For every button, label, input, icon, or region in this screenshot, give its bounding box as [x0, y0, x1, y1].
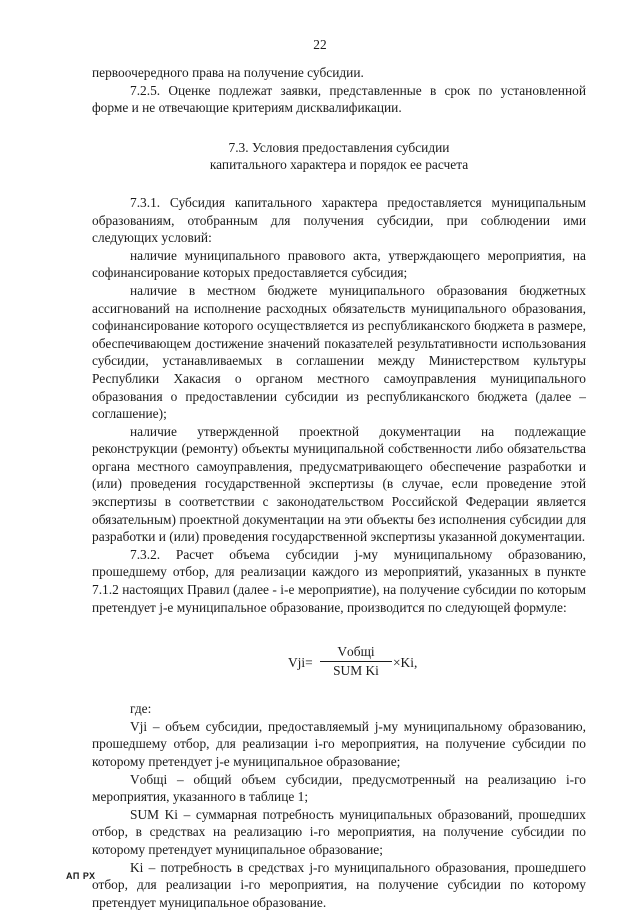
formula-numerator: Vобщi	[320, 644, 392, 662]
paragraph: наличие в местном бюджете муниципального образования бюджетных ассигнований на исполнение расходных обязательств муниципального образования, софинансирование которого осуществляется из республиканского бюджета в размере, обеспечивающем достижение значений показателей результативности использования субсидии, устанавливаемых в соглашении между Министерством культуры Республики Хакасия о органом местного самоуправления муниципального образования о предоставлении субсидии из республиканского бюджета (далее – соглашение);	[92, 282, 586, 422]
section-heading-line: капитального характера и порядок ее расчета	[209, 157, 469, 173]
paragraph: 7.2.5. Оценке подлежат заявки, представленные в срок по установленной форме и не отвечающие критериям дисквалификации.	[92, 82, 586, 116]
section-heading-line: 7.3. Условия предоставления субсидии	[228, 139, 450, 155]
definition-paragraph: Vобщi – общий объем субсидии, предусмотренный на реализацию i-го мероприятия, указанного в таблице 1;	[92, 771, 586, 805]
paragraph: 7.3.2. Расчет объема субсидии j-му муниципальному образованию, прошедшему отбор, для реализации каждого из мероприятий, указанных в пункте 7.1.2 настоящих Правил (далее - i-е мероприятие), на получение субсидии по которым претендует j-е муниципальное образование, производится по следующей формуле:	[92, 546, 586, 615]
paragraph: наличие муниципального правового акта, утверждающего мероприятия, на софинансирование которых предоставляется субсидия;	[92, 247, 586, 281]
formula-right: ×Ki,	[393, 655, 418, 671]
section-heading	[92, 139, 586, 174]
formula-denominator: SUM Ki	[333, 663, 379, 679]
paragraph: где:	[130, 701, 152, 717]
definition-paragraph: Vji – объем субсидии, предоставляемый j-му муниципальному образованию, прошедшему отбор, для реализации i-го мероприятия, на получение субсидии по которому претендует j-е муниципальное образование;	[92, 718, 586, 769]
page-number: 22	[313, 37, 327, 52]
formula-fraction	[320, 644, 392, 679]
formula-left: Vji=	[288, 655, 313, 671]
definition-paragraph: Ki – потребность в средствах j-го муниципального образования, прошедшего отбор, для реализации i-го мероприятия, на получение субсидии по которому претендует муниципальное образование.	[92, 859, 586, 910]
paragraph: наличие утвержденной проектной документации на подлежащие реконструкции (ремонту) объекты муниципальной собственности либо обязательства органа местного самоуправления, предусматривающего обеспечение разработки и (или) проведения государственной экспертизы (в случае, если проведение этой экспертизы в соответствии с законодательством Российской Федерации является обязательным) проектной документации на эти объекты без исполнения субсидии для разработки и (или) проведения государственной экспертизы указанной документации.	[92, 423, 586, 545]
paragraph: первоочередного права на получение субсидии.	[92, 65, 364, 80]
paragraph: 7.3.1. Субсидия капитального характера предоставляется муниципальным образованиям, отобранным для получения субсидии, при соблюдении ими следующих условий:	[92, 194, 586, 246]
definition-paragraph: SUM Ki – суммарная потребность муниципальных образований, прошедших отбор, в средствах на реализацию i-го мероприятия, на получение субсидии по которому претендует муниципальное образование;	[92, 806, 586, 857]
formula	[92, 634, 586, 692]
footer-mark: АП РХ	[66, 871, 96, 881]
document-body	[92, 64, 586, 911]
